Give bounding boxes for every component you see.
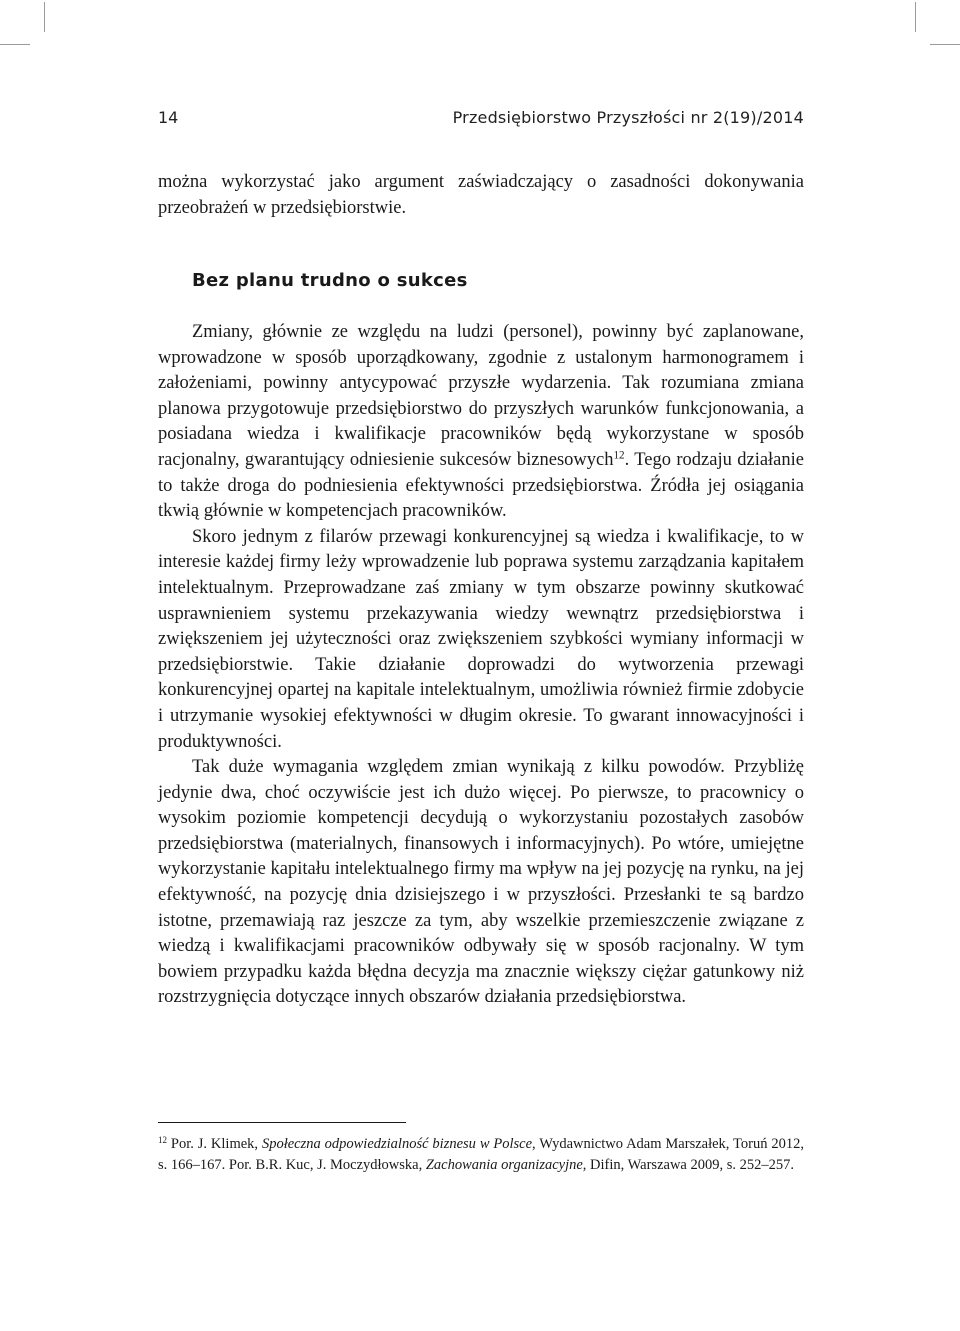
crop-mark-right-top [930,44,960,45]
running-header [158,108,804,134]
body-paragraph-1 [158,320,804,525]
section-body [158,320,804,1011]
footnote-separator [158,1122,406,1123]
intro-text [158,170,804,221]
footnote-text-2: , Wydawnictwo Adam Marszałek, Toruń 2012, s. 166–167. Por. B.R. Kuc, J. Moczydłowska, [158,1136,805,1173]
footnote-title-2: Zachowania organizacyjne [425,1156,583,1173]
journal-title: Przedsiębiorstwo Przyszłości nr 2(19)/2014 [452,108,804,127]
footnote-text-1: Por. J. Klimek, [167,1136,262,1152]
crop-mark-top-right [915,2,916,32]
section-heading: Bez planu trudno o sukces [192,270,468,291]
body-paragraph-2: Skoro jednym z filarów przewagi konkurencyjnej są wiedza i kwalifikacje, to w interesie każdej firmy leży wprowadzenie lub poprawa systemu zarządzania kapitałem intelektualnym. Przeprowadzane zaś zmiany w tym obszarze powinny skutkować usprawnieniem systemu przekazywania wiedzy wewnątrz przedsiębiorstwa i zwiększeniem jej użyteczności oraz zwiększeniem szybkości wymiany informacji w przedsiębiorstwie. Takie działanie doprowadzi do wytworzenia przewagi konkurencyjnej opartej na kapitale intelektualnym, umożliwia również firmie zdobycie i utrzymanie wysokiej efektywności w długim okresie. To gwarant innowacyjności i produktywności. [158,526,804,752]
footnote-text-3: , Difin, Warszawa 2009, s. 252–257. [582,1156,794,1173]
page-number: 14 [158,108,179,127]
footnote-number: 12 [158,1135,167,1145]
crop-mark-top-left [44,2,45,32]
intro-paragraph: można wykorzystać jako argument zaświadczający o zasadności dokonywania przeobrażeń w przedsiębiorstwie. [158,172,804,218]
body-paragraph-3: Tak duże wymagania względem zmian wynikają z kilku powodów. Przybliżę jedynie dwa, choć oczywiście jest ich dużo więcej. Po pierwsze, to pracownicy o wysokim poziomie kompetencji decydują o wykorzystaniu pozostałych zasobów przedsiębiorstwa (materialnych, finansowych i informacyjnych). Po wtóre, umiejętne wykorzystanie kapitału intelektualnego firmy ma wpływ na jej pozycję na rynku, na jej efektywność, na pozycję dnia dzisiejszego i w przyszłości. Przesłanki te są bardzo istotne, przemawiają raz jeszcze za tym, aby wszelkie przemieszczenie związane z wiedzą i kwalifikacjami pracowników odbywały się w sposób racjonalny. W tym bowiem przypadku każda błędna decyzja ma znacznie większy ciężar gatunkowy niż rozstrzygnięcia dotyczące innych obszarów działania przedsiębiorstwa. [158,757,804,1008]
crop-mark-left-top [0,44,30,45]
footnote-12 [158,1130,804,1175]
footnote-title-1: Społeczna odpowiedzialność biznesu w Polsce [261,1136,533,1152]
paragraph-1-text: Zmiany, głównie ze względu na ludzi (personel), powinny być zaplanowane, wprowadzone w sposób uporządkowany, zgodnie z ustalonym harmonogramem i założeniami, powinny antycypować przyszłe wydarzenia. Tak rozumiana zmiana planowa przygotowuje przedsiębiorstwo do przyszłych warunków funkcjonowania, a posiadana wiedza i kwalifikacje pracowników będą wykorzystane w sposób racjonalny, gwarantujący odniesienie sukcesów biznesowych [158,322,804,470]
footnote-reference[interactable]: 12 [613,449,625,462]
footnotes [158,1130,804,1175]
paragraph-1-text-continued: . Tego rodzaju działanie to także droga do podniesienia efektywności przedsiębiorstwa. Źródła jej osiągania tkwią głównie w kompetencjach pracowników. [158,449,804,522]
